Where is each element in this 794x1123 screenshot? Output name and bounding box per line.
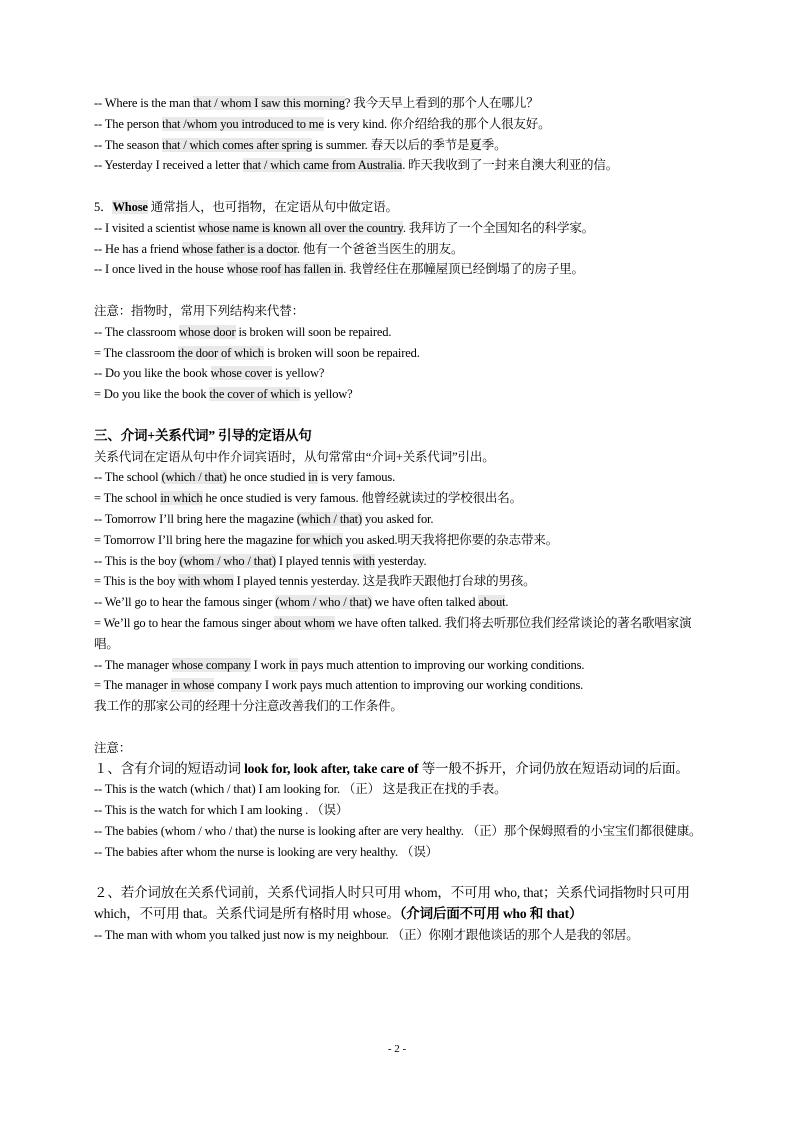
highlight: that / which comes after spring [162,137,312,152]
example-line [94,343,706,364]
spacer [94,405,706,426]
highlight: that / which came from Australia [242,158,403,173]
example-line [94,384,706,405]
text: -- Do you like the book [94,366,211,381]
highlight: in whose [170,678,215,693]
text: = The manager [94,678,171,693]
example-line [94,114,706,135]
highlight: in [288,657,299,672]
text: = The school [94,491,161,506]
example-line: -- The man with whom you talked just now is my neighbour. （正）你刚才跟他谈话的那个人是我的邻居。 [94,927,639,942]
text: -- This is the boy [94,553,180,568]
text: -- I once lived in the house [94,262,227,277]
text: . 他有一个爸爸当医生的朋友。 [296,241,464,256]
text: you asked for. [362,511,434,526]
example-line [94,239,706,260]
text: 等一般不拆开，介词仍放在短语动词的后面。 [418,760,689,776]
example-line [94,530,706,551]
bold-text: （介词后面不可用 who 和 that） [399,906,583,922]
highlight: (which / that) [161,470,227,485]
note-point-2 [94,883,706,925]
text: １、含有介词的短语动词 [94,760,245,776]
example-line [94,322,706,343]
highlight: that /whom you introduced to me [162,116,324,131]
example-line: -- This is the watch (which / that) I am looking for. （正） 这是我正在找的手表。 [94,782,507,797]
text: . 昨天我收到了一封来自澳大利亚的信。 [402,158,619,173]
spacer [94,176,706,197]
text: -- We’ll go to hear the famous singer [94,595,276,610]
text: -- The season [94,137,163,152]
text: we have often talked. 我们将去听那位我们经常谈论的著名歌唱家演唱。 [94,615,692,651]
highlight: whose cover [210,366,272,381]
text: -- The classroom [94,324,180,339]
example-line: -- The babies after whom the nurse is looking are very healthy. （误） [94,844,439,859]
highlight: whose company [171,657,251,672]
text: = Do you like the book [94,387,210,402]
example-line [94,613,706,655]
text: ２、若介词放在关系代词前，关系代词指人时只可用 whom，不可用 who, that；关系代词指物时只可用 which，不可用 that。关系代词是所有格时用 whose。 [94,885,690,922]
highlight: the cover of which [209,387,301,402]
example-line [94,467,706,488]
example-line [94,551,706,572]
example-line [94,135,706,156]
text: he once studied [226,470,309,485]
text: 通常指人，也可指物，在定语从句中做定语。 [147,199,398,214]
translation-line: 我工作的那家公司的经理十分注意改善我们的工作条件。 [94,699,403,714]
text: pays much attention to improving our working conditions. [298,657,585,672]
text: -- The manager [94,657,172,672]
example-line [94,259,706,280]
note-point-1 [94,759,706,780]
text: he once studied is very famous. 他曾经就读过的学校很出名。 [202,491,522,506]
example-line [94,675,706,696]
text: . [505,595,509,610]
highlight: for which [295,532,343,547]
text: -- I visited a scientist [94,220,199,235]
text: . 我曾经住在那幢屋顶已经倒塌了的房子里。 [343,262,584,277]
section-5-title [94,197,706,218]
example-line [94,93,706,114]
text: = We’ll go to hear the famous singer [94,615,275,630]
text: is broken will soon be repaired. [263,345,420,360]
text: -- The school [94,470,162,485]
note-title: 注意：指物时，常用下列结构来代替： [94,303,304,318]
section-3-heading: 三、介词+关系代词” 引导的定语从句 [94,427,312,443]
highlight: (whom / who / that) [275,595,372,610]
highlight: about [478,595,506,610]
text: is yellow? [300,387,353,402]
text: = This is the boy [94,574,179,589]
text: is summer. 春天以后的季节是夏季。 [311,137,507,152]
text: = Tomorrow I’ll bring here the magazine [94,532,296,547]
text: 5． [94,199,113,214]
highlight: with whom [178,574,234,589]
text: is very famous. [317,470,396,485]
highlight: the door of which [177,345,264,360]
example-line [94,363,706,384]
document-page [94,93,706,946]
highlight: whose roof has fallen in [226,262,344,277]
highlight: whose father is a doctor [181,241,297,256]
text: is broken will soon be repaired. [235,324,392,339]
section-3-intro: 关系代词在定语从句中作介词宾语时，从句常常由“介词+关系代词”引出。 [94,449,495,464]
text: -- Where is the man [94,96,194,110]
text: . 我拜访了一个全国知名的科学家。 [402,220,595,235]
text: you asked.明天我将把你要的杂志带来。 [342,532,559,547]
spacer [94,717,706,738]
example-line: -- The babies (whom / who / that) the nurse is looking after are very healthy. （正）那个保姆照看的小宝宝们都很健康。 [94,823,702,838]
text: -- He has a friend [94,241,182,256]
text: company I work pays much attention to improving our working conditions. [214,678,584,693]
highlight: with [353,553,375,568]
bold-text: look for, look after, take care of [244,760,419,776]
highlight: Whose [112,199,148,214]
page-number: - 2 - [387,1043,407,1055]
text: I played tennis yesterday. 这是我昨天跟他打台球的男孩。 [233,574,536,589]
example-line [94,155,706,176]
example-line [94,592,706,613]
text: ? 我今天早上看到的那个人在哪儿？ [344,96,539,110]
highlight: in [308,470,318,485]
example-line [94,218,706,239]
highlight: whose door [179,324,236,339]
spacer [94,862,706,883]
text: -- Yesterday I received a letter [94,158,243,173]
text: is yellow? [271,366,325,381]
highlight: that / whom I saw this morning [193,96,345,110]
text: -- Tomorrow I’ll bring here the magazine [94,511,297,526]
text: I played tennis [275,553,354,568]
example-line [94,571,706,592]
text: yesterday. [374,553,427,568]
highlight: in which [160,491,203,506]
highlight: about whom [274,615,335,630]
example-line [94,488,706,509]
text: I work [250,657,289,672]
highlight: (whom / who / that) [179,553,276,568]
example-line [94,655,706,676]
highlight: (which / that) [296,511,362,526]
note-title: 注意： [94,740,132,755]
text: = The classroom [94,345,178,360]
example-line: -- This is the watch for which I am looking . （误） [94,803,349,818]
text: -- The person [94,116,163,131]
example-line [94,509,706,530]
text: is very kind. 你介绍给我的那个人很友好。 [323,116,551,131]
spacer [94,280,706,301]
text: we have often talked [371,595,479,610]
highlight: whose name is known all over the country [198,220,403,235]
